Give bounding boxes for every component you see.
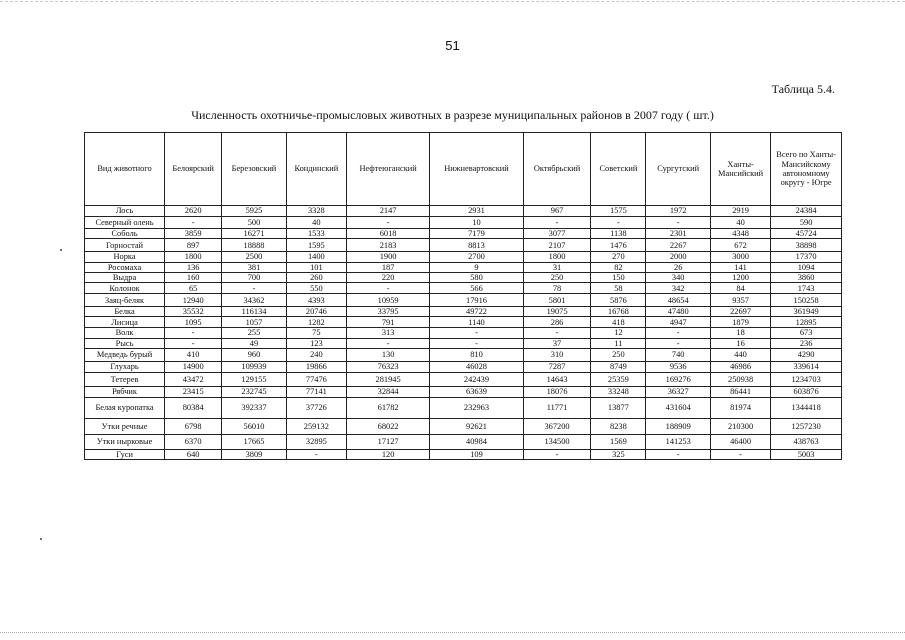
count-cell: 1800 [165,252,222,262]
count-cell: 17665 [222,435,286,450]
count-cell: 22697 [710,307,770,317]
count-cell: 40984 [430,435,524,450]
count-cell: 1094 [771,262,842,272]
count-cell: 109939 [222,362,286,373]
animal-name-cell: Утки нырковые [85,435,165,450]
count-cell: 250938 [710,373,770,387]
count-cell: 11771 [523,398,591,419]
animal-name-cell: Глухарь [85,362,165,373]
count-cell: 3077 [523,229,591,239]
count-cell: 56010 [222,419,286,435]
table-row [85,349,842,362]
header-cell: Всего по Ханты-Мансийскому автономному округу - Югре [771,133,842,206]
animal-name-cell: Рябчик [85,387,165,398]
count-cell: 286 [523,317,591,328]
count-cell: 5925 [222,206,286,217]
count-cell: 1569 [591,435,646,450]
count-cell: 7179 [430,229,524,239]
table-row [85,328,842,338]
count-cell: - [347,338,430,348]
count-cell: - [347,283,430,294]
count-cell: 673 [771,328,842,338]
count-cell: 960 [222,349,286,362]
count-cell: 47480 [646,307,710,317]
count-cell: 169276 [646,373,710,387]
animal-name-cell: Заяц-беляк [85,294,165,307]
count-cell: 77476 [286,373,346,387]
count-cell: 120 [347,450,430,460]
count-cell: 130 [347,349,430,362]
count-cell: - [430,328,524,338]
animal-name-cell: Гуси [85,450,165,460]
count-cell: 3000 [710,252,770,262]
count-cell: 9536 [646,362,710,373]
count-cell: 33248 [591,387,646,398]
table-number: Таблица 5.4. [771,82,835,96]
count-cell: 580 [430,272,524,282]
count-cell: 367200 [523,419,591,435]
count-cell: 116134 [222,307,286,317]
count-cell: 134500 [523,435,591,450]
count-cell: 5003 [771,450,842,460]
count-cell: 220 [347,272,430,282]
count-cell: 9 [430,262,524,272]
table-row [85,262,842,272]
count-cell: 18076 [523,387,591,398]
count-cell: 4348 [710,229,770,239]
count-cell: 16271 [222,229,286,239]
count-cell: 11 [591,338,646,348]
count-cell: 255 [222,328,286,338]
count-cell: 19075 [523,307,591,317]
table-row [85,283,842,294]
count-cell: 46028 [430,362,524,373]
table-row [85,373,842,387]
animal-name-cell: Утки речные [85,419,165,435]
count-cell: 10 [430,217,524,229]
header-cell: Советский [591,133,646,206]
count-cell: - [165,338,222,348]
count-cell: 1900 [347,252,430,262]
count-cell: 37 [523,338,591,348]
animal-name-cell: Тетерев [85,373,165,387]
animal-name-cell: Волк [85,328,165,338]
table-row [85,317,842,328]
count-cell: 1972 [646,206,710,217]
animal-name-cell: Лось [85,206,165,217]
count-cell: 14900 [165,362,222,373]
count-cell: - [286,450,346,460]
count-cell: 500 [222,217,286,229]
count-cell: 34362 [222,294,286,307]
count-cell: 603876 [771,387,842,398]
count-cell: 109 [430,450,524,460]
count-cell: 3860 [771,272,842,282]
count-cell: 80384 [165,398,222,419]
header-cell: Березовский [222,133,286,206]
table-row [85,362,842,373]
table-row [85,252,842,262]
table-row [85,435,842,450]
count-cell: 418 [591,317,646,328]
count-cell: 342 [646,283,710,294]
count-cell: 31 [523,262,591,272]
count-cell: 6798 [165,419,222,435]
count-cell: 2301 [646,229,710,239]
count-cell: 58 [591,283,646,294]
count-cell: 45724 [771,229,842,239]
count-cell: 1200 [710,272,770,282]
header-cell: Белоярский [165,133,222,206]
count-cell: 26 [646,262,710,272]
count-cell: 897 [165,239,222,252]
animal-name-cell: Белка [85,307,165,317]
count-cell: 13877 [591,398,646,419]
count-cell: 440 [710,349,770,362]
count-cell: 8238 [591,419,646,435]
count-cell: 32895 [286,435,346,450]
count-cell: 392337 [222,398,286,419]
count-cell: 4290 [771,349,842,362]
count-cell: 410 [165,349,222,362]
count-cell: - [523,217,591,229]
count-cell: 38898 [771,239,842,252]
animal-name-cell: Колонок [85,283,165,294]
count-cell: 313 [347,328,430,338]
scan-edge-bottom [0,632,905,633]
count-cell: 12940 [165,294,222,307]
header-cell: Кондинский [286,133,346,206]
scan-speck [60,249,62,251]
count-cell: 63639 [430,387,524,398]
count-cell: - [222,283,286,294]
count-cell: 672 [710,239,770,252]
count-cell: 1140 [430,317,524,328]
count-cell: - [646,328,710,338]
count-cell: - [646,217,710,229]
count-cell: 6370 [165,435,222,450]
count-cell: 2147 [347,206,430,217]
table-row [85,450,842,460]
count-cell: 1057 [222,317,286,328]
count-cell: 17127 [347,435,430,450]
animal-name-cell: Норка [85,252,165,262]
count-cell: 1533 [286,229,346,239]
count-cell: 187 [347,262,430,272]
count-cell: 2267 [646,239,710,252]
animal-name-cell: Лисица [85,317,165,328]
count-cell: 438763 [771,435,842,450]
count-cell: 281945 [347,373,430,387]
count-cell: 2620 [165,206,222,217]
count-cell: 35532 [165,307,222,317]
count-cell: 550 [286,283,346,294]
count-cell: 37726 [286,398,346,419]
count-cell: 3809 [222,450,286,460]
count-cell: - [646,450,710,460]
count-cell: 40 [710,217,770,229]
count-cell: 46400 [710,435,770,450]
count-cell: 1234703 [771,373,842,387]
table-row [85,294,842,307]
count-cell: 2183 [347,239,430,252]
header-cell: Нижневартовский [430,133,524,206]
table-row [85,272,842,282]
count-cell: 23415 [165,387,222,398]
count-cell: 361949 [771,307,842,317]
count-cell: 48654 [646,294,710,307]
table-row [85,419,842,435]
animal-name-cell: Соболь [85,229,165,239]
count-cell: 791 [347,317,430,328]
count-cell: 68022 [347,419,430,435]
count-cell: 78 [523,283,591,294]
table-row [85,338,842,348]
count-cell: 431604 [646,398,710,419]
count-cell: 240 [286,349,346,362]
count-cell: 3328 [286,206,346,217]
count-cell: 1595 [286,239,346,252]
count-cell: 4947 [646,317,710,328]
count-cell: 232963 [430,398,524,419]
count-cell: 12895 [771,317,842,328]
count-cell: 61782 [347,398,430,419]
count-cell: 1095 [165,317,222,328]
count-cell: 4393 [286,294,346,307]
count-cell: 14643 [523,373,591,387]
count-cell: 160 [165,272,222,282]
count-cell: 20746 [286,307,346,317]
count-cell: 325 [591,450,646,460]
animal-name-cell: Северный олень [85,217,165,229]
count-cell: 236 [771,338,842,348]
count-cell: - [347,217,430,229]
table-row [85,217,842,229]
count-cell: 250 [591,349,646,362]
count-cell: 2700 [430,252,524,262]
animal-count-table [84,132,842,460]
count-cell: 242439 [430,373,524,387]
count-cell: 381 [222,262,286,272]
count-cell: 46986 [710,362,770,373]
count-cell: 700 [222,272,286,282]
table-body [85,206,842,460]
table-row [85,387,842,398]
scan-edge-top [0,1,905,2]
count-cell: 86441 [710,387,770,398]
count-cell: 270 [591,252,646,262]
count-cell: 260 [286,272,346,282]
count-cell: - [165,217,222,229]
count-cell: 19866 [286,362,346,373]
count-cell: 32844 [347,387,430,398]
table-title: Численность охотничье-промысловых животных в разрезе муниципальных районов в 2007 году ( шт.) [191,108,714,122]
count-cell: 1800 [523,252,591,262]
count-cell: 7287 [523,362,591,373]
count-cell: - [165,328,222,338]
count-cell: 2931 [430,206,524,217]
count-cell: - [646,338,710,348]
count-cell: - [591,217,646,229]
animal-name-cell: Росомаха [85,262,165,272]
count-cell: 82 [591,262,646,272]
header-cell: Ханты-Мансийский [710,133,770,206]
count-cell: 81974 [710,398,770,419]
count-cell: - [430,338,524,348]
count-cell: - [523,328,591,338]
table-row [85,206,842,217]
count-cell: 16768 [591,307,646,317]
count-cell: 967 [523,206,591,217]
table-row [85,239,842,252]
count-cell: 1879 [710,317,770,328]
animal-name-cell: Горностай [85,239,165,252]
count-cell: 123 [286,338,346,348]
count-cell: 136 [165,262,222,272]
header-cell: Нефтеюганский [347,133,430,206]
count-cell: 1257230 [771,419,842,435]
count-cell: 5876 [591,294,646,307]
count-cell: 250 [523,272,591,282]
animal-name-cell: Медведь бурый [85,349,165,362]
count-cell: 17370 [771,252,842,262]
scan-speck [40,538,42,540]
count-cell: 77141 [286,387,346,398]
count-cell: 24384 [771,206,842,217]
count-cell: 6018 [347,229,430,239]
count-cell: 40 [286,217,346,229]
count-cell: 1282 [286,317,346,328]
count-cell: 2107 [523,239,591,252]
count-cell: 8813 [430,239,524,252]
count-cell: - [710,450,770,460]
count-cell: 129155 [222,373,286,387]
count-cell: 640 [165,450,222,460]
count-cell: - [523,450,591,460]
count-cell: 2000 [646,252,710,262]
count-cell: 232745 [222,387,286,398]
count-cell: 310 [523,349,591,362]
animal-name-cell: Выдра [85,272,165,282]
count-cell: 2500 [222,252,286,262]
count-cell: 49 [222,338,286,348]
count-cell: 18 [710,328,770,338]
count-cell: 101 [286,262,346,272]
count-cell: 1476 [591,239,646,252]
header-cell: Вид животного [85,133,165,206]
count-cell: 141 [710,262,770,272]
count-cell: 9357 [710,294,770,307]
header-cell: Сургутский [646,133,710,206]
count-cell: 740 [646,349,710,362]
count-cell: 150 [591,272,646,282]
count-cell: 259132 [286,419,346,435]
animal-name-cell: Белая куропатка [85,398,165,419]
count-cell: 75 [286,328,346,338]
count-cell: 339614 [771,362,842,373]
count-cell: 1743 [771,283,842,294]
count-cell: 141253 [646,435,710,450]
count-cell: 12 [591,328,646,338]
count-cell: 2919 [710,206,770,217]
page-number: 51 [445,38,460,53]
count-cell: 210300 [710,419,770,435]
header-cell: Октябрьский [523,133,591,206]
count-cell: 5801 [523,294,591,307]
count-cell: 18888 [222,239,286,252]
count-cell: 150258 [771,294,842,307]
count-cell: 76323 [347,362,430,373]
table-row [85,398,842,419]
count-cell: 43472 [165,373,222,387]
count-cell: 33795 [347,307,430,317]
count-cell: 16 [710,338,770,348]
animal-name-cell: Рысь [85,338,165,348]
count-cell: 10959 [347,294,430,307]
count-cell: 92621 [430,419,524,435]
count-cell: 1400 [286,252,346,262]
count-cell: 1138 [591,229,646,239]
count-cell: 590 [771,217,842,229]
count-cell: 566 [430,283,524,294]
count-cell: 36327 [646,387,710,398]
count-cell: 65 [165,283,222,294]
count-cell: 17916 [430,294,524,307]
table-row [85,229,842,239]
count-cell: 49722 [430,307,524,317]
count-cell: 340 [646,272,710,282]
table-row [85,307,842,317]
count-cell: 8749 [591,362,646,373]
count-cell: 3859 [165,229,222,239]
count-cell: 84 [710,283,770,294]
table-header-row [85,133,842,206]
count-cell: 810 [430,349,524,362]
count-cell: 1344418 [771,398,842,419]
count-cell: 25359 [591,373,646,387]
count-cell: 1575 [591,206,646,217]
count-cell: 188909 [646,419,710,435]
